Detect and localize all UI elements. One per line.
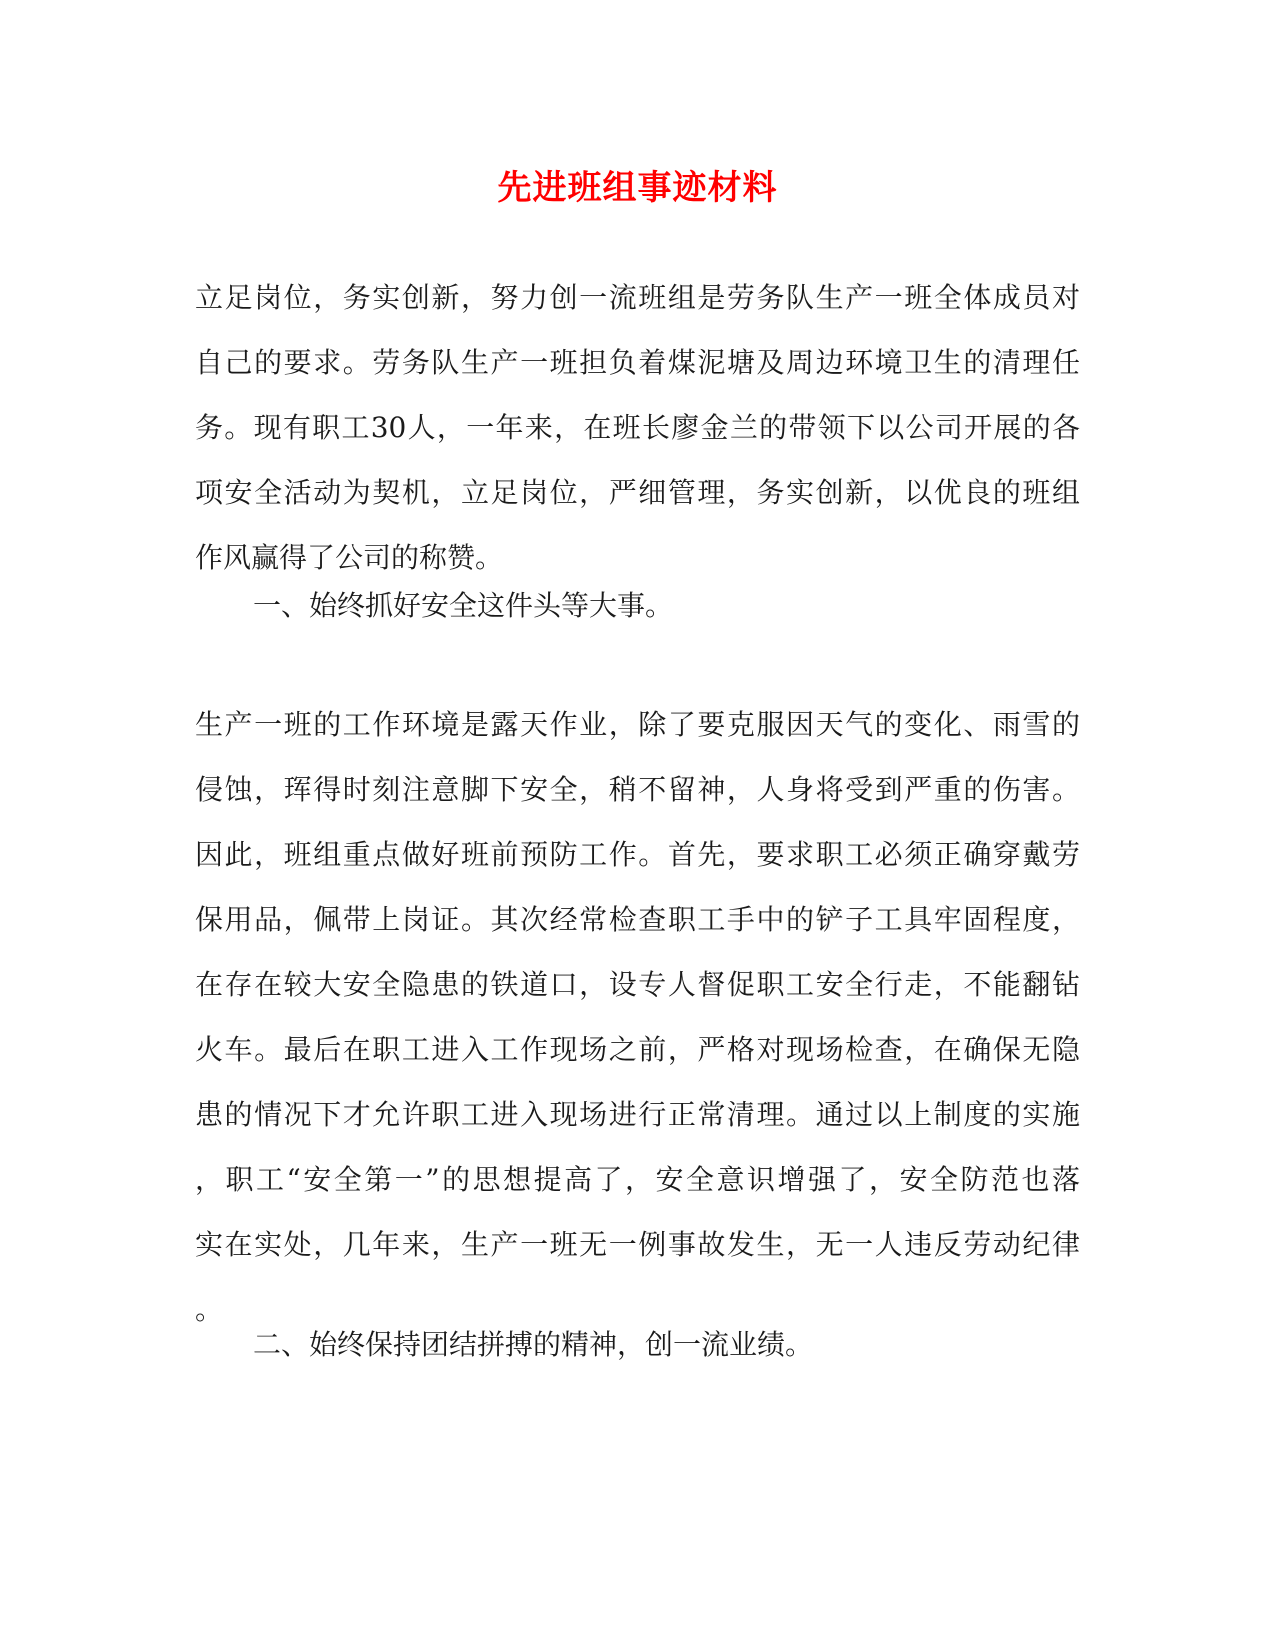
paragraph-line: 实在实处，几年来，生产一班无一例事故发生，无一人违反劳动纪律 bbox=[195, 1228, 1080, 1261]
paragraph-line: 。 bbox=[195, 1293, 224, 1326]
section-heading-2: 二、始终保持团结拼搏的精神，创一流业绩。 bbox=[253, 1328, 814, 1361]
section-heading-1: 一、始终抓好安全这件头等大事。 bbox=[253, 589, 674, 622]
paragraph-line: 因此，班组重点做好班前预防工作。首先，要求职工必须正确穿戴劳 bbox=[195, 838, 1080, 871]
paragraph-line: 作风赢得了公司的称赞。 bbox=[195, 541, 504, 574]
paragraph-line: 生产一班的工作环境是露天作业，除了要克服因天气的变化、雨雪的 bbox=[195, 708, 1080, 741]
paragraph-line: ，职工“安全第一”的思想提高了，安全意识增强了，安全防范也落 bbox=[195, 1163, 1080, 1196]
paragraph-line: 保用品，佩带上岗证。其次经常检查职工手中的铲子工具牢固程度， bbox=[195, 903, 1080, 936]
paragraph-line: 立足岗位，务实创新，努力创一流班组是劳务队生产一班全体成员对 bbox=[195, 281, 1080, 314]
paragraph-line: 务。现有职工30人，一年来，在班长廖金兰的带领下以公司开展的各 bbox=[195, 411, 1080, 444]
paragraph-safety bbox=[195, 692, 1080, 1342]
document-title: 先进班组事迹材料 bbox=[497, 168, 778, 208]
paragraph-line: 在存在较大安全隐患的铁道口，设专人督促职工安全行走，不能翻钻 bbox=[195, 968, 1080, 1001]
paragraph-line: 侵蚀，珲得时刻注意脚下安全，稍不留神，人身将受到严重的伤害。 bbox=[195, 773, 1080, 806]
paragraph-line: 自己的要求。劳务队生产一班担负着煤泥塘及周边环境卫生的清理任 bbox=[195, 346, 1080, 379]
paragraph-line: 火车。最后在职工进入工作现场之前，严格对现场检查，在确保无隐 bbox=[195, 1033, 1080, 1066]
paragraph-line: 患的情况下才允许职工进入现场进行正常清理。通过以上制度的实施 bbox=[195, 1098, 1080, 1131]
paragraph-line: 项安全活动为契机，立足岗位，严细管理，务实创新，以优良的班组 bbox=[195, 476, 1080, 509]
paragraph-intro bbox=[195, 265, 1080, 590]
